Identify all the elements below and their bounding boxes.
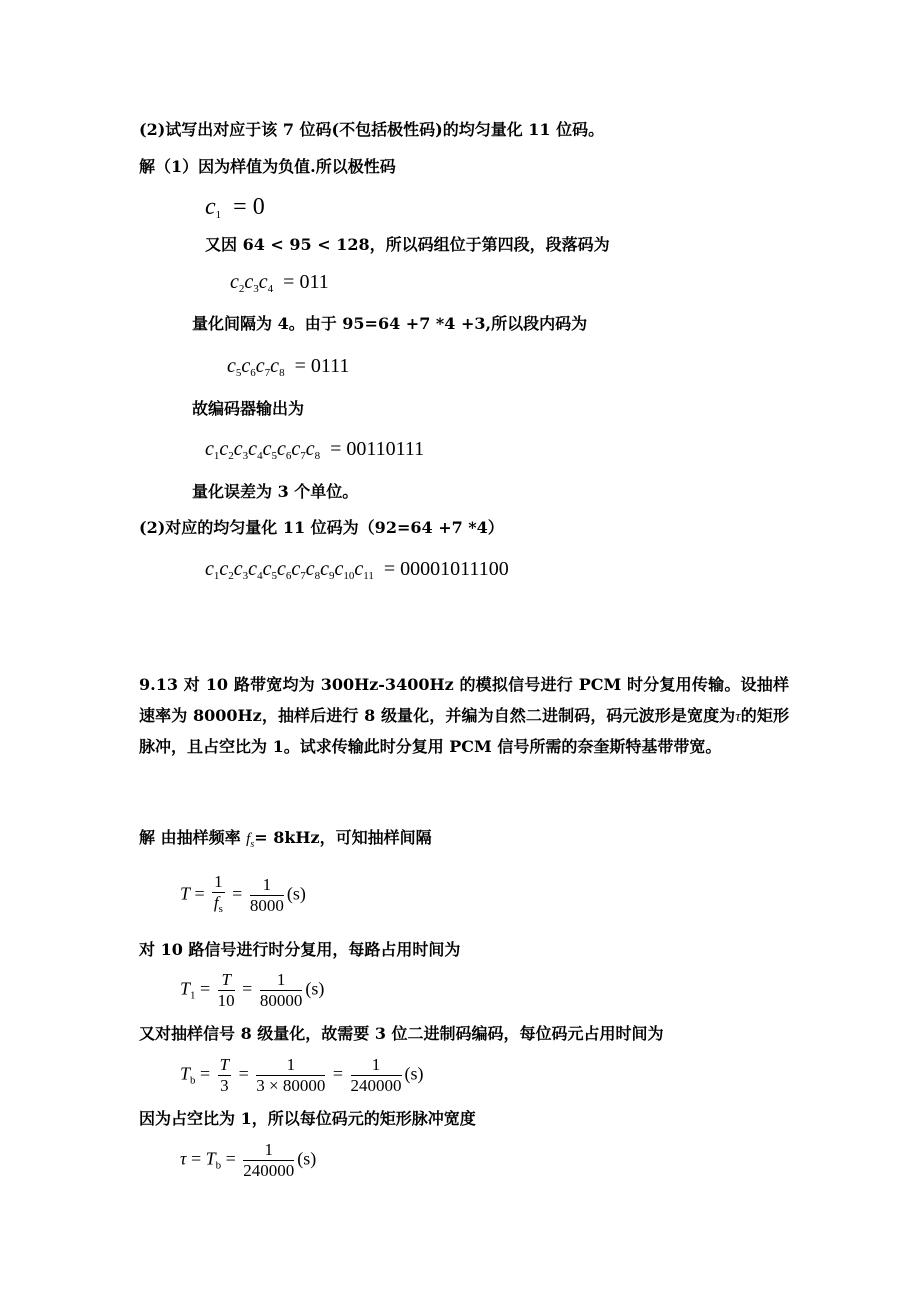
equation-pulse-width: $\tau = T_b$ = $\frac{1}{240000}$ (s) (180, 1140, 317, 1180)
equation-c1-value: 0 (252, 194, 265, 220)
fraction-num: 1 (260, 970, 303, 991)
equation-per-channel-time: $T_1$ = $\frac{T}{10}$ = $\frac{1}{80000}$ (s) (180, 970, 325, 1010)
fraction-num-T: T (221, 970, 231, 989)
fraction-1-over-fs (212, 872, 225, 919)
text-line-quant-error: 量化误差为 3 个单位。 (192, 482, 359, 501)
fraction-num: 1 (214, 872, 223, 891)
fraction-1-over-8000 (250, 875, 284, 916)
fraction-1-over-240000 (243, 1140, 294, 1181)
problem-text-a: 9.13 对 10 路带宽均为 300Hz-3400Hz 的模拟信号进行 PCM 时分复用传输。设抽样速率为 8000Hz，抽样后进行 8 级量化，并编为自然二进制码，码元波形是宽度为 (139, 675, 789, 725)
fraction-den: 3 (220, 1076, 229, 1095)
fraction-den: 240000 (350, 1076, 402, 1095)
solution-line-per-bit: 又对抽样信号 8 级量化，故需要 3 位二进制码编码，每位码元占用时间为 (139, 1024, 664, 1043)
unit-seconds: (s) (404, 1063, 424, 1084)
text-line-interval: 量化间隔为 4。由于 95=64 +7 *4 +3,所以段内码为 (192, 314, 588, 333)
unit-seconds: (s) (297, 1148, 317, 1169)
fraction-den (212, 893, 225, 919)
unit-seconds: (s) (286, 883, 306, 904)
solution-line-sampling (139, 828, 432, 855)
problem-text-b: 的矩形脉冲，且占空比为 1。试求传输此时分复用 PCM 信号所需的奈奎斯特基带带宽。 (139, 705, 789, 756)
solution-sampling-text-b: = 8kHz，可知抽样间隔 (254, 828, 432, 847)
fraction-den: 80000 (259, 991, 303, 1010)
fraction-1-over-240000 (351, 1055, 402, 1096)
fraction-T-over-10 (218, 970, 235, 1011)
text-line-encoder-output: 故编码器输出为 (192, 399, 305, 418)
fraction-num-T: T (219, 1055, 230, 1074)
equation-encoder-output: $c_1c_2c_3c_4c_5c_6c_7c_8 = 00110111$ (205, 438, 425, 462)
equation-bit-time: $T_b$ = $\frac{T}{3}$ = $\frac{1}{3 \times 80000}$ = $\frac{1}{240000}$ (s) (180, 1055, 424, 1095)
equation-11bit-code: $c_1c_2c_3c_4c_5c_6c_7c_8c_9c_{10}c_{11} = 00001011100$ (205, 558, 509, 582)
text-line-part2-question: (2)试写出对应于该 7 位码(不包括极性码)的均匀量化 11 位码。 (139, 120, 605, 139)
fraction-num (218, 1055, 231, 1076)
fraction-1-over-80000 (260, 970, 303, 1011)
fraction-num (218, 970, 235, 991)
fraction-den-sub: s (218, 903, 223, 915)
problem-9-13 (139, 670, 789, 763)
fraction-den: 10 (217, 991, 235, 1010)
fraction-num: 1 (243, 1140, 294, 1161)
equation-segment-code: $c_2c_3c_4 = 011$ (230, 271, 329, 295)
equation-encoder-output-value: 00110111 (346, 438, 425, 460)
fraction-den: 8000 (249, 896, 284, 915)
fraction-num: 1 (250, 875, 284, 896)
fraction-den: 3 × 80000 (256, 1076, 326, 1095)
solution-sampling-text-a: 解 由抽样频率 (139, 828, 241, 847)
equation-inner-code: $c_5c_6c_7c_8 = 0111$ (227, 355, 350, 379)
fraction-1-over-3x80000 (256, 1055, 325, 1096)
text-line-solution-intro: 解（1）因为样值为负值.所以极性码 (139, 157, 396, 176)
equation-sampling-interval: T = $\frac{1}{f_s}$ = $\frac{1}{8000}$ (s) (180, 872, 306, 919)
fraction-T-over-3 (218, 1055, 231, 1096)
fraction-num: 1 (351, 1055, 402, 1076)
equation-segment-code-value: 011 (299, 271, 329, 293)
text-line-part2-answer: (2)对应的均匀量化 11 位码为（92=64 +7 *4） (139, 518, 504, 537)
fraction-den: 240000 (243, 1161, 295, 1180)
solution-line-pulse-width: 因为占空比为 1，所以每位码元的矩形脉冲宽度 (139, 1109, 476, 1128)
text-line-segment: 又因 64 < 95 < 128，所以码组位于第四段，段落码为 (205, 235, 610, 254)
equation-inner-code-value: 0111 (310, 355, 350, 377)
fs-symbol-f: f (246, 831, 251, 847)
tau-symbol: τ (735, 708, 741, 725)
solution-line-per-channel: 对 10 路信号进行时分复用，每路占用时间为 (139, 940, 461, 959)
equation-11bit-code-value: 00001011100 (400, 558, 509, 580)
equation-c1: $c_1 = 0$ (205, 194, 265, 221)
unit-seconds: (s) (305, 978, 325, 999)
fs-symbol-sub: s (250, 839, 255, 850)
fraction-den-f: f (213, 893, 219, 912)
fraction-num: 1 (256, 1055, 325, 1076)
